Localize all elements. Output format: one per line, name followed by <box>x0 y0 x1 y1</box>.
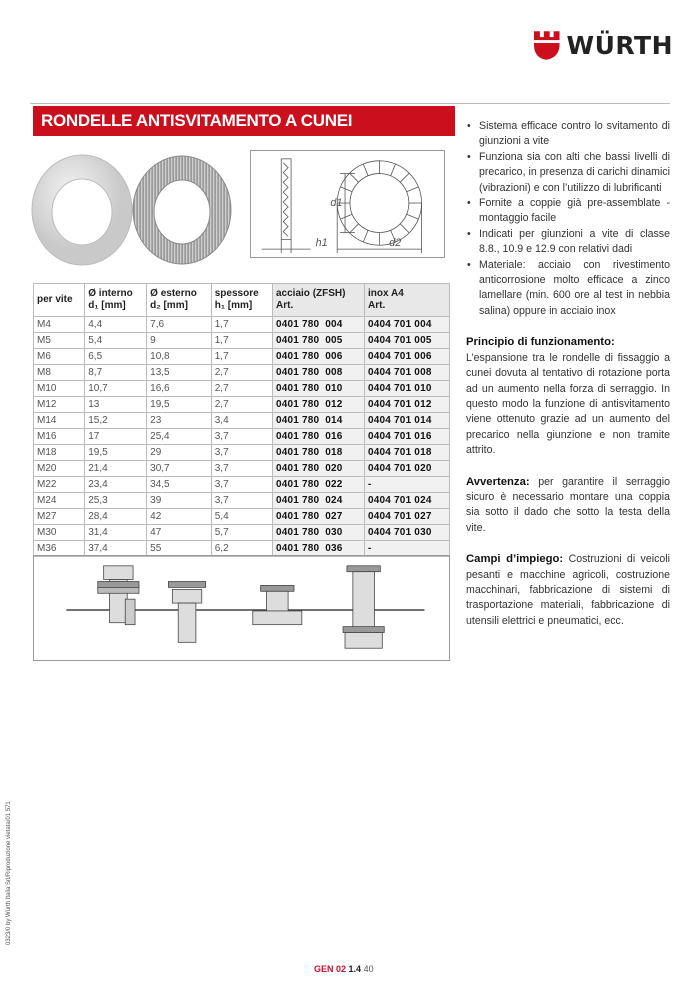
inox-article-cell: 0404 701 014 <box>365 413 450 429</box>
thickness-cell: 5,4 <box>211 509 272 525</box>
features-list <box>466 119 670 319</box>
size-cell: M6 <box>34 349 85 365</box>
inner-diameter-cell: 4,4 <box>85 317 147 333</box>
washer-tooth <box>340 214 352 219</box>
inox-article-cell: 0404 701 018 <box>365 445 450 461</box>
outer-diameter-cell: 13,5 <box>147 365 212 381</box>
outer-diameter-cell: 42 <box>147 509 212 525</box>
size-cell: M10 <box>34 381 85 397</box>
outer-diameter-cell: 7,6 <box>147 317 212 333</box>
thickness-cell: 1,7 <box>211 317 272 333</box>
size-cell: M24 <box>34 493 85 509</box>
outer-diameter-cell: 29 <box>147 445 212 461</box>
column-header-line: inox A4 <box>368 288 404 299</box>
warning-section <box>466 475 670 537</box>
washer-tooth <box>391 164 396 176</box>
feature-item: • Fornite a coppie già pre-assemblate - montaggio facile <box>479 196 670 227</box>
page-title: RONDELLE ANTISVITAMENTO A CUNEI <box>33 106 455 136</box>
size-cell: M4 <box>34 317 85 333</box>
inox-article-cell: 0404 701 010 <box>365 381 450 397</box>
wurth-logo <box>533 28 673 62</box>
table-row <box>34 349 450 365</box>
inner-diameter-cell: 10,7 <box>85 381 147 397</box>
inner-diameter-cell: 23,4 <box>85 477 147 493</box>
washer-tooth <box>400 224 409 233</box>
specifications-table <box>33 283 450 557</box>
inner-diameter-cell: 8,7 <box>85 365 147 381</box>
thickness-cell: 3,7 <box>211 429 272 445</box>
steel-article-cell: 0401 780 036 <box>273 541 365 557</box>
inox-article-cell: 0404 701 004 <box>365 317 450 333</box>
washer-tooth <box>350 224 359 233</box>
thickness-cell: 3,7 <box>211 461 272 477</box>
column-header-line: acciaio (ZFSH) <box>276 288 346 299</box>
table-row <box>34 493 450 509</box>
table-row <box>34 317 450 333</box>
column-header-line: d₂ [mm] <box>150 300 188 311</box>
inner-diameter-cell: 21,4 <box>85 461 147 477</box>
outer-diameter-cell: 10,8 <box>147 349 212 365</box>
outer-diameter-cell: 23 <box>147 413 212 429</box>
steel-article-cell: 0401 780 006 <box>273 349 365 365</box>
column-header-line: d₁ [mm] <box>88 300 126 311</box>
washer-tooth <box>340 187 352 192</box>
washer-tooth <box>363 164 368 176</box>
column-header <box>34 284 85 317</box>
warning-heading: Avvertenza: <box>466 475 530 488</box>
thickness-cell: 5,7 <box>211 525 272 541</box>
size-cell: M22 <box>34 477 85 493</box>
feature-item: • Funziona sia con alti che bassi livelli di precarico, in presenza di carichi dinamici (vibrazioni) e con l’utilizzo di lubrificanti <box>479 150 670 196</box>
thickness-cell: 2,7 <box>211 365 272 381</box>
column-header <box>147 284 212 317</box>
inner-diameter-cell: 6,5 <box>85 349 147 365</box>
inner-diameter-cell: 5,4 <box>85 333 147 349</box>
thickness-cell: 6,2 <box>211 541 272 557</box>
description-column <box>466 119 670 629</box>
table-row <box>34 365 450 381</box>
inner-diameter-cell: 31,4 <box>85 525 147 541</box>
footer-section: GEN 02 <box>314 964 347 974</box>
inox-article-cell: 0404 701 016 <box>365 429 450 445</box>
column-header <box>365 284 450 317</box>
column-header <box>85 284 147 317</box>
table-row <box>34 413 450 429</box>
size-cell: M14 <box>34 413 85 429</box>
applications-section <box>466 552 670 629</box>
thickness-cell: 3,7 <box>211 493 272 509</box>
inox-article-cell: 0404 701 008 <box>365 365 450 381</box>
column-header-line: h₁ [mm] <box>214 300 253 311</box>
inox-article-cell: 0404 701 005 <box>365 333 450 349</box>
steel-article-cell: 0401 780 024 <box>273 493 365 509</box>
washer-tooth <box>407 214 419 219</box>
outer-diameter-cell: 9 <box>147 333 212 349</box>
steel-article-cell: 0401 780 014 <box>273 413 365 429</box>
warning-text: per garantire il serraggio sicuro è necessario montare una coppia sia sotto il dado che sotto la testa della vite. <box>466 475 670 534</box>
steel-article-cell: 0401 780 010 <box>273 381 365 397</box>
steel-article-cell: 0401 780 016 <box>273 429 365 445</box>
page-number: 40 <box>363 964 374 974</box>
inner-diameter-cell: 15,2 <box>85 413 147 429</box>
feature-item: • Indicati per giunzioni a vite di classe 8.8., 10.9 e 12.9 con relativi dadi <box>479 227 670 258</box>
outer-diameter-cell: 47 <box>147 525 212 541</box>
table-row <box>34 461 450 477</box>
outer-diameter-cell: 19,5 <box>147 397 212 413</box>
size-cell: M8 <box>34 365 85 381</box>
steel-article-cell: 0401 780 022 <box>273 477 365 493</box>
table-row <box>34 333 450 349</box>
steel-article-cell: 0401 780 012 <box>273 397 365 413</box>
principle-section <box>466 335 670 458</box>
washer-tooth <box>400 173 409 182</box>
feature-item: • Materiale: acciaio con rivestimento anticorrosione molto efficace a zinco lamellare (min. 600 ore al test in nebbia salina) oppure in acciaio inox <box>479 258 670 320</box>
principle-heading: Principio di funzionamento: <box>466 336 615 349</box>
column-header-line: Ø interno <box>88 288 133 299</box>
size-cell: M12 <box>34 397 85 413</box>
washer-tooth <box>407 187 419 192</box>
steel-article-cell: 0401 780 005 <box>273 333 365 349</box>
outer-diameter-cell: 55 <box>147 541 212 557</box>
divider <box>30 103 670 104</box>
steel-article-cell: 0401 780 004 <box>273 317 365 333</box>
applications-heading: Campi d’impiego: <box>466 553 564 566</box>
inox-article-cell: 0404 701 030 <box>365 525 450 541</box>
inox-article-cell: 0404 701 012 <box>365 397 450 413</box>
column-header-line: Ø esterno <box>150 288 197 299</box>
assembly-diagram <box>33 555 450 661</box>
page-footer <box>314 964 374 974</box>
washer-tooth <box>363 230 368 242</box>
label-d2: d2 <box>389 237 402 250</box>
table-row <box>34 397 450 413</box>
table-row <box>34 525 450 541</box>
brand-name: WÜRTH <box>566 30 673 60</box>
size-cell: M36 <box>34 541 85 557</box>
inner-diameter-cell: 37,4 <box>85 541 147 557</box>
table-row <box>34 429 450 445</box>
outer-diameter-cell: 39 <box>147 493 212 509</box>
steel-article-cell: 0401 780 018 <box>273 445 365 461</box>
steel-article-cell: 0401 780 027 <box>273 509 365 525</box>
thickness-cell: 3,7 <box>211 477 272 493</box>
inner-diameter-cell: 13 <box>85 397 147 413</box>
size-cell: M27 <box>34 509 85 525</box>
outer-diameter-cell: 25,4 <box>147 429 212 445</box>
washers-photo <box>30 148 235 268</box>
size-cell: M18 <box>34 445 85 461</box>
thickness-cell: 1,7 <box>211 333 272 349</box>
steel-article-cell: 0401 780 030 <box>273 525 365 541</box>
table-row <box>34 477 450 493</box>
inox-article-cell: 0404 701 024 <box>365 493 450 509</box>
principle-text: L’espansione tra le rondelle di fissaggio a cunei dovuta al tentativo di rotazione porta ad un aumento nella forza di serraggio. In questo modo la funzione di antisvitamento viene ottenuto grazie ad un aumento del precarico nella giunzione e non tramite attrito. <box>466 351 670 457</box>
inox-article-cell: 0404 701 020 <box>365 461 450 477</box>
table-row <box>34 381 450 397</box>
steel-article-cell: 0401 780 008 <box>273 365 365 381</box>
outer-diameter-cell: 34,5 <box>147 477 212 493</box>
steel-article-cell: 0401 780 020 <box>273 461 365 477</box>
inox-article-cell: 0404 701 006 <box>365 349 450 365</box>
inner-diameter-cell: 17 <box>85 429 147 445</box>
label-h1: h1 <box>315 237 328 250</box>
inox-article-cell: 0404 701 027 <box>365 509 450 525</box>
inox-article-cell: - <box>365 541 450 557</box>
washer-technical-drawing <box>250 150 445 258</box>
thickness-cell: 3,4 <box>211 413 272 429</box>
table-row <box>34 445 450 461</box>
column-header-line: Art. <box>276 300 294 311</box>
applications-text: Costruzioni di veicoli pesanti e macchine agricoli, costruzione macchinari, fabbricazione di sistemi di trasportazione materiali, fabbricazione di utensili elettrici e pneumatici, ecc. <box>466 553 670 627</box>
size-cell: M30 <box>34 525 85 541</box>
thickness-cell: 2,7 <box>211 397 272 413</box>
column-header-line: spessore <box>214 288 259 299</box>
column-header-line: per vite <box>37 294 73 305</box>
inner-diameter-cell: 25,3 <box>85 493 147 509</box>
label-d1: d1 <box>330 196 343 209</box>
wurth-logo-icon <box>533 29 561 61</box>
table-header-row <box>34 284 450 317</box>
thickness-cell: 1,7 <box>211 349 272 365</box>
inner-diameter-cell: 19,5 <box>85 445 147 461</box>
outer-diameter-cell: 16,6 <box>147 381 212 397</box>
column-header <box>273 284 365 317</box>
size-cell: M5 <box>34 333 85 349</box>
copyright-note: 0323/0 by Würth Italia Srl/Riproduzione vietata/01 571 <box>6 801 12 945</box>
feature-item: • Sistema efficace contro lo svitamento di giunzioni a vite <box>479 119 670 150</box>
thickness-cell: 2,7 <box>211 381 272 397</box>
inner-diameter-cell: 28,4 <box>85 509 147 525</box>
table-row <box>34 509 450 525</box>
column-header <box>211 284 272 317</box>
thickness-cell: 3,7 <box>211 445 272 461</box>
outer-diameter-cell: 30,7 <box>147 461 212 477</box>
washer-tooth <box>350 173 359 182</box>
inox-article-cell: - <box>365 477 450 493</box>
column-header-line: Art. <box>368 300 386 311</box>
size-cell: M16 <box>34 429 85 445</box>
size-cell: M20 <box>34 461 85 477</box>
footer-chapter: 1.4 <box>348 964 362 974</box>
